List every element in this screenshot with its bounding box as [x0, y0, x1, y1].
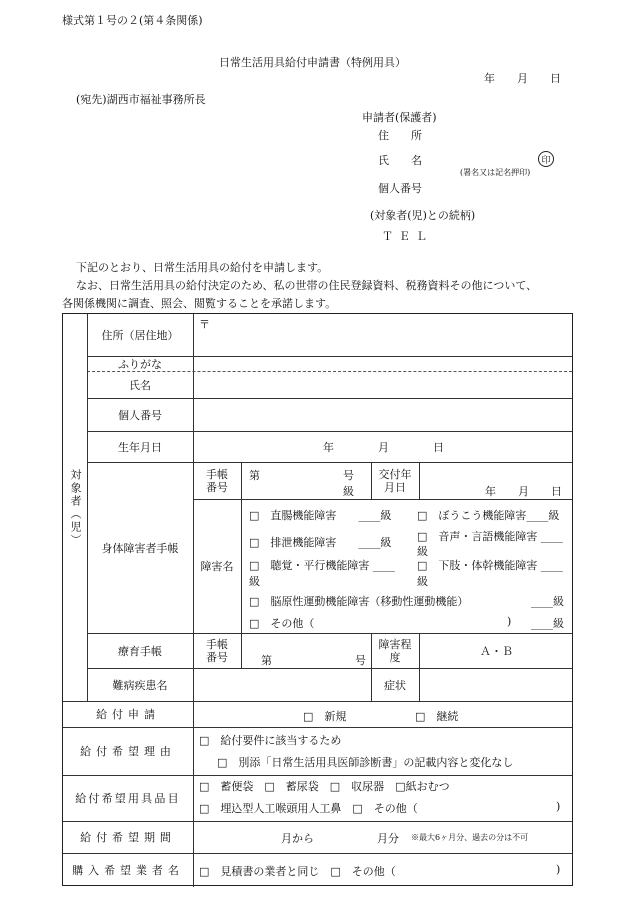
physical-issue-value[interactable]: 年 月 日 — [485, 485, 562, 498]
applicant-heading: 申請者(保護者) — [362, 111, 437, 124]
subject-label: 対象者（児） — [69, 468, 82, 547]
hearing-checkbox[interactable]: □ 聴覚・平行機能障害 ____ — [249, 559, 395, 572]
limb-kyu: 級 — [417, 575, 428, 588]
relation-label: (対象者(児)との続柄) — [370, 209, 476, 222]
items-row-2[interactable]: □ 埋込型人工喉頭用人工鼻 □ その他（ — [199, 802, 418, 815]
disability-name-label: 障害名 — [200, 560, 234, 573]
disease-label: 難病疾患名 — [112, 678, 168, 692]
reason-label: 給付希望理由 — [80, 745, 176, 758]
physical-book-label: 身体障害者手帳 — [101, 541, 179, 555]
cerebral-checkbox[interactable]: □ 脳原性運動機能障害（移動性運動機能） — [249, 595, 469, 608]
cerebral-kyu: ____級 — [531, 595, 564, 608]
vendor-label: 購入希望業者名 — [72, 864, 184, 877]
form-number: 様式第１号の２(第４条関係) — [62, 14, 203, 27]
voice-checkbox[interactable]: □ 音声・言語機能障害 ____ — [417, 530, 563, 543]
physical-go: 号 — [343, 469, 354, 482]
birth-date-value[interactable]: 年 月 日 — [323, 440, 444, 454]
application-table — [62, 313, 573, 886]
subject-name-field[interactable] — [195, 373, 567, 396]
physical-dai: 第 — [249, 469, 260, 482]
other-disability-checkbox[interactable]: □ その他（ — [249, 617, 315, 630]
limb-checkbox[interactable]: □ 下肢・体幹機能障害 ____ — [417, 559, 563, 572]
statement-line-2: なお、日常生活用具の給付決定のため、私の世帯の住民登録資料、税務資料その他について、 — [76, 279, 538, 292]
statement-line-1: 下記のとおり、日常生活用具の給付を申請します。 — [76, 261, 329, 274]
address-field[interactable] — [195, 330, 567, 352]
other-disability-kyu: ____級 — [531, 617, 564, 630]
subject-my-number-label: 個人番号 — [118, 408, 162, 422]
period-note: ※最大6ヶ月分、過去の分は不可 — [411, 833, 529, 842]
application-label: 給付申請 — [96, 708, 160, 721]
birth-date-label: 生年月日 — [118, 440, 162, 454]
voice-kyu: 級 — [417, 545, 428, 558]
continue-checkbox[interactable]: □ 継続 — [415, 710, 459, 723]
seal-note: (署名又は記名押印) — [460, 168, 531, 177]
applicant-address-label: 住 所 — [378, 129, 422, 142]
applicant-name-label: 氏 名 — [378, 154, 422, 167]
excretion-checkbox[interactable]: □ 排泄機能障害 ____級 — [249, 536, 392, 549]
ryoiku-book-no-label: 手帳番号 — [206, 638, 228, 664]
items-label: 給付希望用具品目 — [75, 792, 181, 805]
ryoiku-book-label: 療育手帳 — [118, 644, 162, 658]
statement-line-3: 各関係機関に調査、照会、閲覧することを承諾します。 — [62, 297, 337, 310]
period-months[interactable]: 月分 — [377, 832, 399, 845]
vendor-options[interactable]: □ 見積書の業者と同じ □ その他（ — [199, 865, 396, 878]
seal-mark: 印 — [538, 151, 554, 167]
items-row-2-close: ) — [556, 800, 561, 813]
reason-option-1[interactable]: □ 給付要件に該当するため — [199, 734, 342, 747]
symptom-label: 症状 — [384, 678, 406, 692]
disability-degree-label: 障害程度 — [378, 638, 412, 664]
furigana-field[interactable] — [195, 357, 567, 370]
disability-degree-value[interactable]: Ａ・Ｂ — [480, 644, 513, 658]
items-row-1[interactable]: □ 蓄便袋 □ 蓄尿袋 □ 収尿器 □紙おむつ — [199, 780, 450, 793]
ryoiku-go: 号 — [355, 654, 366, 667]
furigana-label: ふりがな — [118, 357, 162, 371]
hearing-kyu: 級 — [249, 575, 260, 588]
physical-issue-label: 交付年月日 — [378, 468, 412, 494]
date-line: 年 月 日 — [484, 72, 561, 85]
new-checkbox[interactable]: □ 新規 — [303, 710, 347, 723]
postal-mark: 〒 — [199, 318, 210, 331]
applicant-my-number-label: 個人番号 — [378, 182, 422, 195]
rectal-checkbox[interactable]: □ 直腸機能障害 ____級 — [249, 509, 392, 522]
addressee: (宛先)湖西市福祉事務所長 — [76, 93, 206, 106]
tel-label: ＴＥＬ — [382, 230, 433, 243]
subject-my-number-field[interactable] — [195, 400, 567, 429]
vendor-close: ) — [556, 863, 561, 876]
subject-name-label: 氏名 — [129, 378, 151, 392]
address-label: 住所（居住地） — [101, 329, 179, 342]
ryoiku-dai: 第 — [261, 654, 272, 667]
physical-book-no-label: 手帳番号 — [206, 468, 228, 494]
period-label: 給付希望期間 — [80, 831, 176, 844]
period-from[interactable]: 月から — [281, 832, 314, 845]
reason-option-2[interactable]: □ 別添「日常生活用具医師診断書」の記載内容と変化なし — [217, 756, 514, 769]
other-disability-close: ) — [507, 615, 512, 628]
form-title: 日常生活用具給付申請書（特例用具） — [219, 56, 406, 69]
physical-kyu: 級 — [343, 485, 354, 498]
bladder-checkbox[interactable]: □ ぼうこう機能障害____級 — [417, 509, 560, 522]
